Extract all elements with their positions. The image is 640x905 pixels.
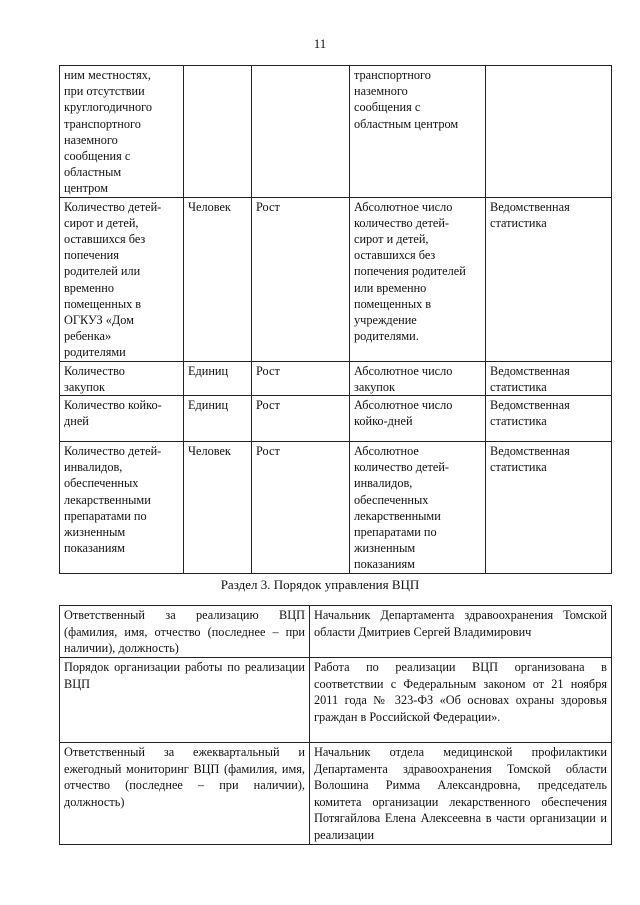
label-cell (60, 658, 310, 743)
indicator-name: Количество детей- инвалидов, обеспеченных лекарственными препаратами по жизненным показаниям (64, 444, 162, 556)
indicator-name: Количество закупок (64, 363, 125, 394)
unit-cell (184, 396, 252, 442)
method: Абсолютное число закупок (354, 363, 453, 394)
label-cell (60, 743, 310, 845)
unit: Единиц (188, 398, 229, 413)
value-cell (310, 658, 612, 743)
source-cell (486, 197, 612, 361)
method-cell (350, 197, 486, 361)
table-row (60, 658, 612, 743)
source-cell (486, 396, 612, 442)
trend: Рост (256, 398, 280, 413)
method-cell (350, 361, 486, 395)
trend: Рост (256, 363, 280, 378)
trend: Рост (256, 444, 280, 459)
row-label: Ответственный за реализацию ВЦП (фамилия, имя, отчество (последнее – при наличии), должность) (64, 608, 305, 656)
unit-cell (184, 361, 252, 395)
source-cell (486, 442, 612, 574)
method: транспортного наземного сообщения с областным центром (354, 68, 459, 131)
indicator-name-cell (60, 396, 184, 442)
method: Абсолютное число количество детей- сирот и детей, оставшихся без попечения родителей или временно помещенных в учреждение родителями. (354, 199, 466, 344)
value-cell (310, 606, 612, 658)
source: Ведомственная статистика (490, 363, 570, 394)
source: Ведомственная статистика (490, 398, 570, 429)
unit: Единиц (188, 363, 229, 378)
trend-cell (252, 396, 350, 442)
page-number: 11 (313, 36, 327, 51)
unit: Человек (188, 199, 231, 214)
trend-cell (252, 361, 350, 395)
trend-cell (252, 66, 350, 198)
section-title: Раздел 3. Порядок управления ВЦП (220, 577, 420, 592)
table-row (60, 743, 612, 845)
indicator-name-cell (60, 442, 184, 574)
unit-cell (184, 66, 252, 198)
label-cell (60, 606, 310, 658)
table-row (60, 197, 612, 361)
management-table (59, 605, 612, 845)
trend: Рост (256, 199, 280, 214)
indicator-name: ним местностях, при отсутствии круглогодичного транспортного наземного сообщения с областным центром (64, 68, 152, 196)
method-cell (350, 396, 486, 442)
unit: Человек (188, 444, 231, 459)
indicators-table (59, 65, 612, 574)
row-label: Ответственный за ежеквартальный и ежегодный мониторинг ВЦП (фамилия, имя, отчество (последнее – при наличии), должность) (64, 745, 305, 809)
source: Ведомственная статистика (490, 199, 570, 230)
table-row (60, 442, 612, 574)
method: Абсолютное число койко-дней (354, 398, 453, 429)
row-value: Работа по реализации ВЦП организована в соответствии с Федеральным законом от 21 ноября 2011 года № 323-ФЗ «Об основах охраны здоровья граждан в Российской Федерации». (314, 660, 607, 724)
row-label: Порядок организации работы по реализации ВЦП (64, 660, 305, 691)
trend-cell (252, 197, 350, 361)
method-cell (350, 442, 486, 574)
indicator-name-cell (60, 197, 184, 361)
table-row (60, 396, 612, 442)
source-cell (486, 361, 612, 395)
trend-cell (252, 442, 350, 574)
value-cell (310, 743, 612, 845)
source-cell (486, 66, 612, 198)
indicator-name: Количество койко- дней (64, 398, 162, 429)
row-value: Начальник Департамента здравоохранения Томской области Дмитриев Сергей Владимирович (314, 608, 607, 639)
method: Абсолютное количество детей- инвалидов, обеспеченных лекарственными препаратами по жизненным показаниям (354, 444, 450, 572)
unit-cell (184, 442, 252, 574)
table-row (60, 606, 612, 658)
indicator-name-cell (60, 66, 184, 198)
indicator-name: Количество детей- сирот и детей, оставшихся без попечения родителей или временно помещенных в ОГКУЗ «Дом ребенка» родителями (64, 199, 162, 360)
row-value: Начальник отдела медицинской профилактики Департамента здравоохранения Томской области Волошина Римма Александровна, председатель комитета организации лекарственного обеспечения Потягайлова Елена Алексеевна в части организации и реализации (314, 745, 607, 842)
unit-cell (184, 197, 252, 361)
table-row (60, 66, 612, 198)
table-row (60, 361, 612, 395)
method-cell (350, 66, 486, 198)
source: Ведомственная статистика (490, 444, 570, 475)
indicator-name-cell (60, 361, 184, 395)
